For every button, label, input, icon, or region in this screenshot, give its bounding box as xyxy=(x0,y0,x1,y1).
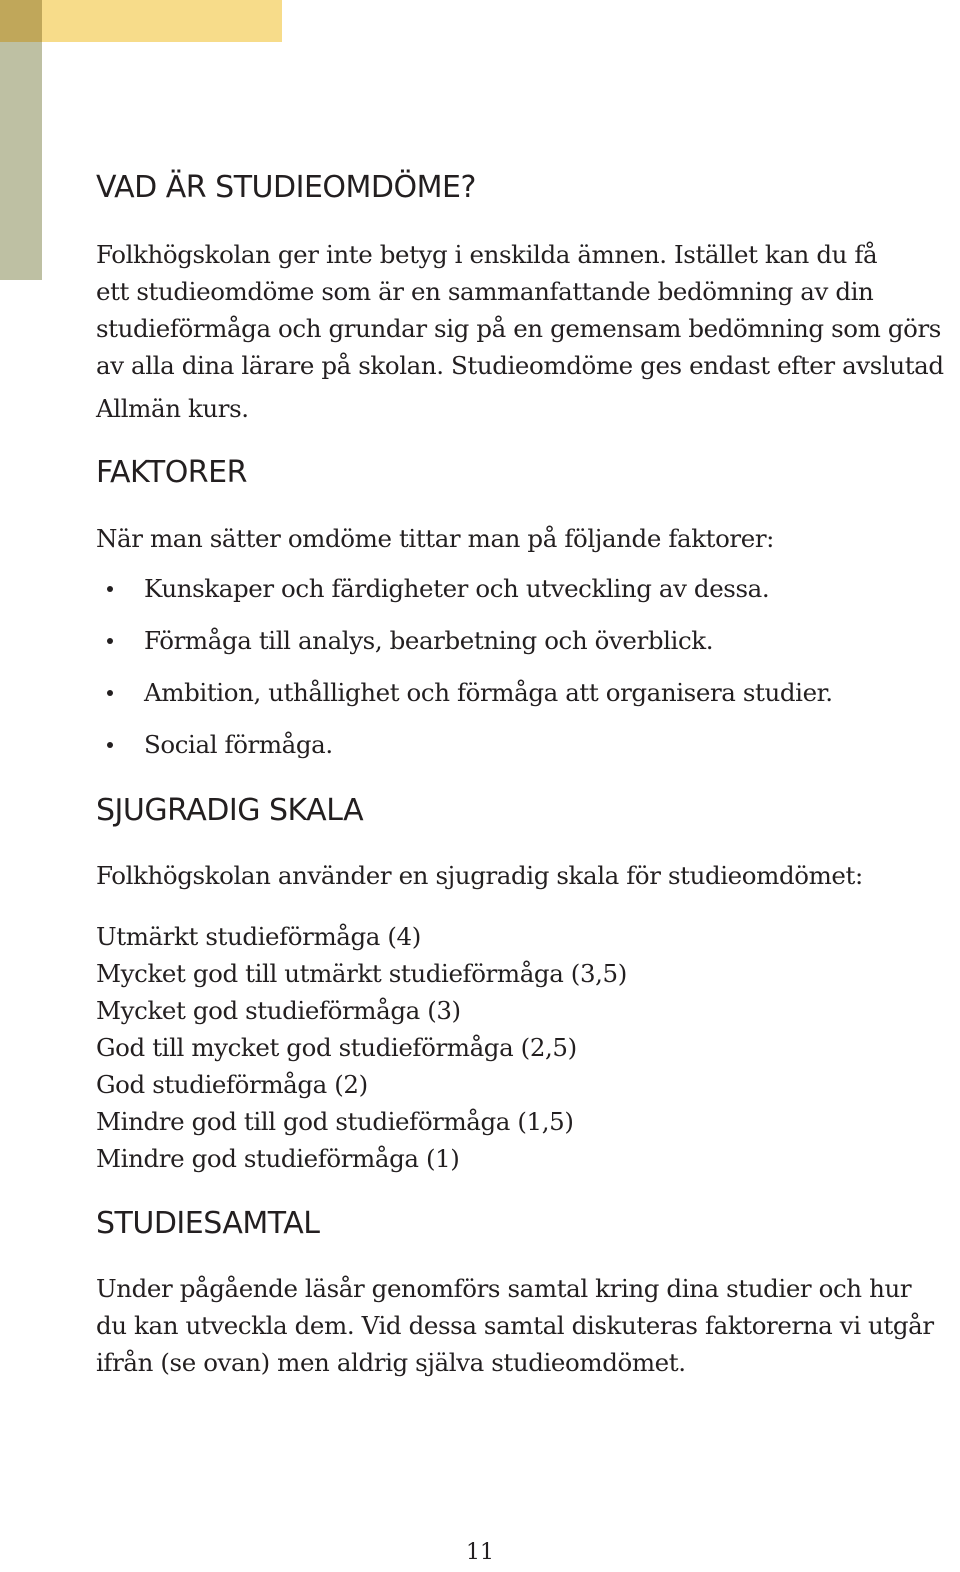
scale-item: Mindre god studieförmåga (1) xyxy=(96,1144,460,1173)
text-line: ifrån (se ovan) men aldrig själva studieomdömet. xyxy=(96,1348,686,1377)
list-item-text: Kunskaper och färdigheter och utveckling av dessa. xyxy=(144,574,770,603)
text-line: av alla dina lärare på skolan. Studieomdöme ges endast efter avslutad xyxy=(96,351,944,380)
paragraph-studieomdome-intro xyxy=(96,236,944,427)
paragraph-faktorer-intro: När man sätter omdöme tittar man på följande faktorer: xyxy=(96,524,775,553)
bullet-icon xyxy=(107,638,113,644)
page-number: 11 xyxy=(466,1540,494,1565)
text-line: studieförmåga och grundar sig på en gemensam bedömning som görs xyxy=(96,314,941,343)
heading-sjugradig-skala: SJUGRADIG SKALA xyxy=(96,793,364,828)
text-line: Under pågående läsår genomförs samtal kring dina studier och hur xyxy=(96,1274,912,1303)
decorative-sidebar-bar xyxy=(0,0,42,280)
paragraph-studiesamtal xyxy=(96,1270,934,1381)
list-item-text: Ambition, uthållighet och förmåga att organisera studier. xyxy=(144,678,833,707)
decorative-corner-block xyxy=(0,0,42,42)
text-line: Allmän kurs. xyxy=(96,394,249,423)
scale-item: Mycket god till utmärkt studieförmåga (3,5) xyxy=(96,959,627,988)
heading-vad-ar-studieomdome: VAD ÄR STUDIEOMDÖME? xyxy=(96,170,476,205)
decorative-top-bar xyxy=(42,0,282,42)
bullet-icon xyxy=(107,690,113,696)
scale-item: God till mycket god studieförmåga (2,5) xyxy=(96,1033,577,1062)
heading-studiesamtal: STUDIESAMTAL xyxy=(96,1206,320,1241)
heading-faktorer: FAKTORER xyxy=(96,455,247,490)
scale-item: Mycket god studieförmåga (3) xyxy=(96,996,461,1025)
bullet-icon xyxy=(107,586,113,592)
bullet-icon xyxy=(107,742,113,748)
paragraph-skala-intro: Folkhögskolan använder en sjugradig skala för studieomdömet: xyxy=(96,861,863,890)
grading-scale-list xyxy=(96,918,627,1177)
list-item-text: Förmåga till analys, bearbetning och överblick. xyxy=(144,626,714,655)
scale-item: God studieförmåga (2) xyxy=(96,1070,368,1099)
text-line: Folkhögskolan ger inte betyg i enskilda ämnen. Istället kan du få xyxy=(96,240,878,269)
scale-item: Utmärkt studieförmåga (4) xyxy=(96,922,421,951)
list-item-text: Social förmåga. xyxy=(144,730,333,759)
text-line: du kan utveckla dem. Vid dessa samtal diskuteras faktorerna vi utgår xyxy=(96,1311,934,1340)
scale-item: Mindre god till god studieförmåga (1,5) xyxy=(96,1107,574,1136)
text-line: ett studieomdöme som är en sammanfattande bedömning av din xyxy=(96,277,874,306)
